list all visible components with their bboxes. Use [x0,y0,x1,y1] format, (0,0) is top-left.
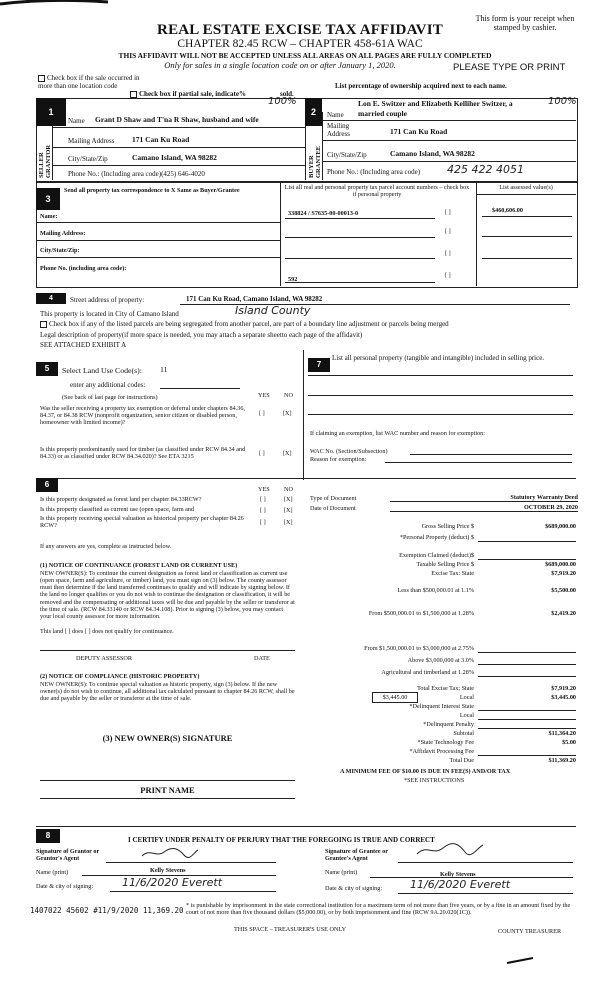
doc-type-label: Type of Document [310,495,357,502]
sec5-no-header: NO [284,392,293,399]
seller-address: 171 Can Ku Road [132,135,190,144]
certify-statement: I CERTIFY UNDER PENALTY OF PERJURY THAT THE FOREGOING IS TRUE AND CORRECT [128,836,435,844]
buyer-name-label: Name [327,111,344,119]
located-handwritten: Island County [235,304,311,317]
less-500k-value: $5,500.00 [551,587,576,594]
doc-date-label: Date of Document [310,505,356,512]
treasurer-stamp: 1407022 45602 #11/9/2020 11,369.20 [30,906,184,915]
deputy-assessor-label: DEPUTY ASSESSOR [76,655,132,662]
sec6-yes-header: YES [258,486,270,493]
grantor-date-city-label: Date & city of signing: [36,883,94,890]
gross-price-label: Gross Selling Price $ [421,523,474,530]
buyer-name-line2: married couple [358,109,407,118]
grantee-agent-name: Kelly Stevens [440,871,476,878]
total-due-label: Total Due [449,757,474,764]
from-500k-label: From $500,000.01 to $1,500,000 at 1.28% [368,610,474,617]
new-owner-signature-label: (3) NEW OWNER(S) SIGNATURE [102,733,233,743]
section-3-marker: 3 [36,188,60,210]
gross-price-value: $689,000.00 [545,523,576,530]
land-use-value: 11 [160,365,168,374]
corr-phone-label: Phone No. (including area code): [40,265,127,272]
personal-property-list: List all personal property (tangible and intangible) included in selling price. [332,354,545,362]
located-in: This property is located in City of Camano Island [40,310,179,318]
wac-label: WAC No. (Section/Subsection) [310,448,388,455]
multi-location-check[interactable]: Check box if the sale occurred in more than one location code [38,74,140,91]
assessed-header: List assessed value(s) [499,184,553,191]
tech-fee-value: $5.00 [562,739,576,746]
buyer-address: 171 Can Ku Road [390,127,448,136]
seller-phone: Phone No.: (Including area code)(425) 646-4020 [68,170,205,178]
see-back-note: (See back of last page for instructions) [62,394,158,401]
if-yes-note: If any answers are yes, complete as instructed below. [40,543,172,550]
local-tax-box: $3,445.00 [372,692,418,703]
buyer-phone-label: Phone No.: (Including area code) [327,168,421,176]
legal-description: Legal description of property(if more space is needed, you may attach a separate sheetto each page of the affidavit) [40,331,363,339]
sec5-q1-yes[interactable]: [ ] [259,410,265,417]
grantee-signature[interactable] [415,842,485,858]
sec6-q2-no[interactable]: [X] [284,507,293,514]
grantee-name-print-label: Name (print) [325,869,358,876]
grantee-signature-label: Signature of Grantee or Grantee's Agent [325,848,388,863]
sec6-q2-yes[interactable]: [ ] [260,507,266,514]
doc-date-value: OCTOBER 29, 2020 [523,504,578,511]
street-address: 171 Can Ku Road, Camano Island, WA 98282 [186,295,323,303]
personal-check-1[interactable]: [ ] [445,209,451,216]
buyer-phone: 425 422 4051 [447,163,524,176]
sec6-q3-no[interactable]: [X] [284,519,293,526]
buyer-name-line1: Lon E. Switzer and Elizabeth Kelliher Switzer, a [358,99,513,108]
notice-continuance-title: (1) NOTICE OF CONTINUANCE (FOREST LAND OR CURRENT USE) [40,562,238,569]
sec5-question-2: Is this property predominantly used for timber (as classified under RCW 84.34 and 84.33) or as classified under RCW 84.34.020)? See ETA 3215 [40,446,246,461]
warning-line: THIS AFFIDAVIT WILL NOT BE ACCEPTED UNLESS ALL AREAS ON ALL PAGES ARE FULLY COMPLETED [118,51,492,60]
partial-sale-check[interactable]: Check box if partial sale, indicate% [130,90,246,98]
perjury-penalty-note: * is punishable by imprisonment in the state correctional institution for a maximum term of not more than five years, or by a fine in an amount fixed by the court of not more than five thousand dollars ($5,000.00), or by both imprisonment and fine (RCW 9A.20.020(1C)). [186,902,571,917]
buyer-city-label: City/State/Zip [327,151,367,159]
total-due-value: $11,369.20 [548,757,576,764]
sec6-question-1: Is this property designated as forest land per chapter 84.33RCW? [40,496,202,503]
sec6-question-3: Is this property receiving special valuation as historical property per chapter 84.26 RCW? [40,515,244,530]
affidavit-fee-label: *Affidavit Processing Fee [409,748,474,755]
delinquent-interest-label: *Delinquent Interest State [409,703,474,710]
scan-mark [0,0,110,14]
chapter-line: CHAPTER 82.45 RCW – CHAPTER 458-61A WAC [177,38,423,50]
see-instructions: *SEE INSTRUCTIONS [404,777,465,784]
notice-compliance-title: (2) NOTICE OF COMPLIANCE (HISTORIC PROPERTY) [40,673,200,680]
parcels-header: List all real and personal property tax parcel account numbers – check box if personal property [284,184,470,199]
treasurer-space-label: THIS SPACE – TREASURER'S USE ONLY [234,926,347,933]
corr-city-label: City/State/Zip: [40,247,80,254]
form-title: REAL ESTATE EXCISE TAX AFFIDAVIT [157,22,443,38]
sec6-q3-yes[interactable]: [ ] [260,519,266,526]
street-label: Street address of property: [70,296,145,304]
buyer-side-label: BUYER GRANTEE [308,145,322,178]
total-excise-label: Total Excise Tax; State [417,685,474,692]
additional-codes-label: enter any additional codes: [70,381,146,389]
exemption-claim-label: If claiming an exemption, list WAC number and reason for exemption: [310,430,485,437]
total-excise-value: $7,919.20 [551,685,576,692]
section-8-marker: 8 [36,829,60,843]
sec5-yes-header: YES [258,392,270,399]
grantor-signature[interactable] [140,846,200,860]
personal-check-2[interactable]: [ ] [445,228,451,235]
land-qualify-line: This land [ ] does [ ] does not qualify for continuance. [40,628,174,635]
assessed-value: $460,606.00 [492,207,523,214]
land-use-label: Select Land Use Code(s): [62,366,142,375]
section-1-marker: 1 [36,98,66,126]
deputy-date-label: DATE [254,655,270,662]
from-1500k-label: From $1,500,000.01 to $3,000,000 at 2.75% [364,645,474,652]
excise-state-label: Excise Tax: State [431,570,474,577]
less-500k-label: Less than $500,000.01 at 1.1% [397,587,474,594]
section-6-marker: 6 [36,478,58,492]
minimum-fee-note: A MINIMUM FEE OF $10.00 IS DUE IN FEE(S) AND/OR TAX [340,768,511,775]
section-4-marker: 4 [36,293,66,304]
seller-address-label: Mailing Address [68,137,115,145]
grantor-signature-label: Signature of Grantor or Grantor's Agent [36,848,100,863]
location-code: 592 [288,276,298,283]
corr-name-label: Name: [40,213,58,220]
subtotal-label: Subtotal [453,730,474,737]
sec5-q2-yes[interactable]: [ ] [259,450,265,457]
excise-state-value: $7,919.20 [551,570,576,577]
personal-check-4[interactable]: [ ] [445,272,451,279]
seller-side-label: SELLER GRANTOR [38,144,52,178]
seller-name: Grant D Shaw and T'na R Shaw, husband and wife [95,115,259,124]
sold-label: sold. [280,90,294,98]
seller-city-label: City/State/Zip [68,155,108,163]
buyer-city: Camano Island, WA 98282 [390,149,475,158]
local-label: Local [459,694,474,701]
grantee-date-city-label: Date & city of signing: [325,885,383,892]
grantor-name-print-label: Name (print) [36,869,69,876]
grantee-date-city: 11/6/2020 Everett [410,878,511,891]
local2-label: Local [459,712,474,719]
receipt-note: This form is your receipt when stamped by cashier. [475,14,575,32]
notice-continuance-body: NEW OWNER(S): To continue the current designation as forest land or classification as current use (open space, farm and agriculture, or timber) land, you must sign on (3) below. The county assessor must then determine if the land transferred continues to qualify and will indicate by signing below. If the land no longer qualifies or you do not wish to continue the designation or classification, it will be removed and the compensating or additional taxes will be due and payable by the seller or transferor at the time of sale. (RCW 84.33140 or RCW 84.34.108). Prior to signing (3) below, you may contact your local county assessor for more information. [40,570,295,620]
parcel-number: 338824 / S7635-00-00013-0 [288,210,359,217]
segregated-check[interactable]: Check box if any of the listed parcels are being segregated from another parcel, are part of a boundary line adjustment or parcels being merged [40,320,449,328]
local-value: $3,445.00 [551,694,576,701]
grantor-date-city: 11/6/2020 Everett [122,876,223,889]
tech-fee-label: *State Technology Fee [417,739,474,746]
section-5-marker: 5 [36,362,58,376]
sec6-q1-yes[interactable]: [ ] [260,496,266,503]
sec5-question-1: Was the seller receiving a property tax exemption or deferral under chapters 84.36, 84.37, or 84.38 RCW (nonprofit organization, senior citizen or disabled person, homeowner with limited income)? [40,405,245,427]
exhibit-note: SEE ATTACHED EXHIBIT A [40,341,127,349]
grantor-agent-name: Kelly Stevens [150,867,186,874]
buyer-address-label1: Mailing [327,122,350,130]
sec6-question-2: Is this property classified as current use (open space, farm and [40,506,195,513]
seller-percent: 100% [268,96,297,107]
section-7-marker: 7 [308,358,330,372]
delinquent-penalty-label: *Delinquent Penalty [423,721,474,728]
personal-check-3[interactable]: [ ] [445,250,451,257]
reason-label: Reason for exemption: [310,456,367,463]
sec5-q2-no[interactable]: [X] [283,450,292,457]
scan-mark-bottom [505,955,535,965]
taxable-price-value: $689,000.00 [545,561,576,568]
agricultural-label: Agricultural and timberland at 1.28% [381,669,474,676]
print-name-label: PRINT NAME [140,785,195,795]
taxable-price-label: Taxable Selling Price $ [416,561,474,568]
above-3m-label: Above $3,000,000 at 3.0% [407,657,474,664]
personal-property-deduct-label: *Personal Property (deduct) $ [399,534,474,541]
exemption-deduct-label: Exemption Claimed (deduct)$ [399,552,474,559]
from-500k-value: $2,419.20 [551,610,576,617]
seller-city: Camano Island, WA 98282 [132,153,217,162]
buyer-percent: 100% [548,96,577,107]
subtotal-value: $11,364.20 [548,730,576,737]
sec6-q1-no[interactable]: [X] [284,496,293,503]
sec5-q1-no[interactable]: [X] [283,410,292,417]
section-6-divider [36,478,576,479]
sec6-no-header: NO [284,486,293,493]
only-for-line: Only for sales in a single location code on or after January 1, 2020. [164,60,396,70]
seller-name-label: Name [68,117,85,125]
buyer-address-label2: Address [327,130,350,138]
type-or-print: PLEASE TYPE OR PRINT [453,62,566,73]
doc-type-value: Statutory Warranty Deed [510,494,578,501]
section-2-marker: 2 [305,98,322,126]
correspondence-title: Send all property tax correspondence to X Same as Buyer/Grantee [64,187,240,194]
notice-compliance-body: NEW OWNER(S): To continue special valuation as historic property, sign (3) below. If the new owner(s) do not wish to continue, all additional tax calculated pursuant to chapter 84.26 RCW, shall be due and payable by the seller or transferor at the time of sale. [40,681,295,703]
corr-mailing-label: Mailing Address: [40,230,86,237]
ownership-note: List percentage of ownership acquired next to each name. [335,82,507,90]
county-treasurer-label: COUNTY TREASURER [498,928,562,935]
